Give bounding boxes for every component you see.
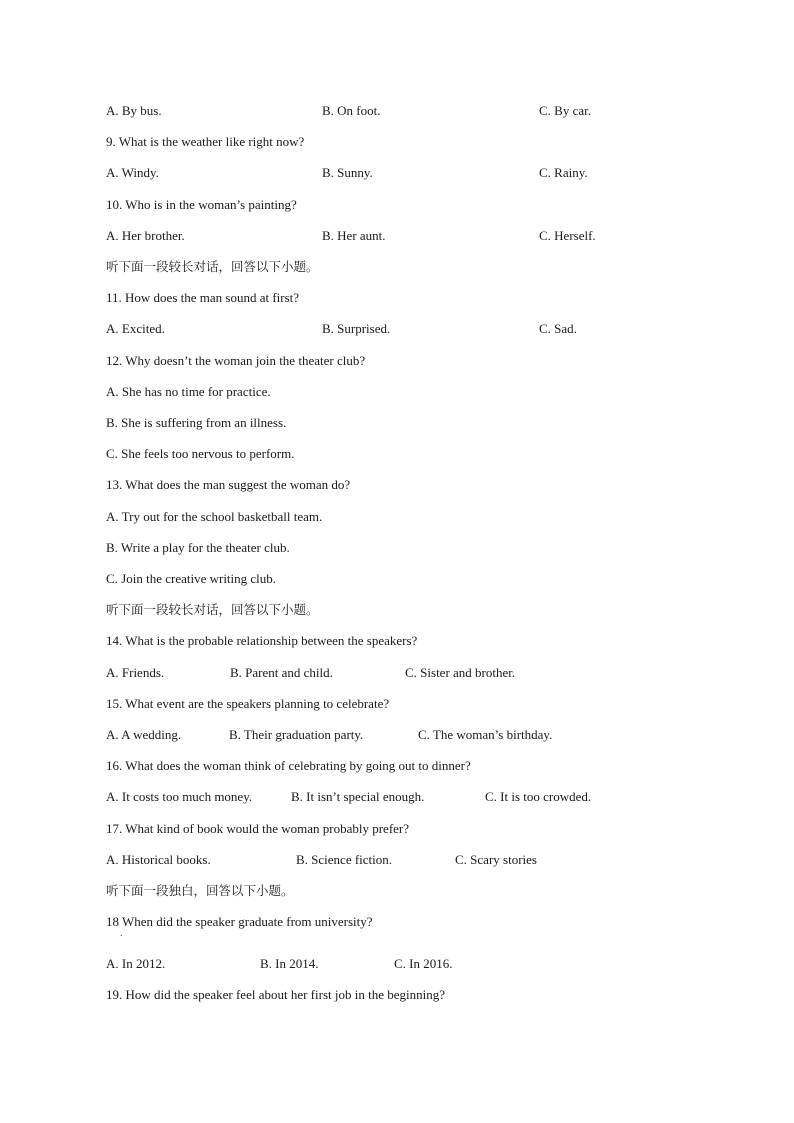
question-18-dot: ． <box>120 929 128 938</box>
q12-option-a: A. She has no time for practice. <box>106 384 271 399</box>
q9-option-a: A. Windy. <box>106 165 159 180</box>
section-instruction-1: 听下面一段较长对话，回答以下小题。 <box>106 259 319 274</box>
q12-option-b: B. She is suffering from an illness. <box>106 415 287 430</box>
q10-option-b: B. Her aunt. <box>322 228 386 243</box>
question-18: 18 When did the speaker graduate from university? <box>106 914 373 929</box>
section-instruction-3: 听下面一段独白，回答以下小题。 <box>106 883 294 898</box>
q8-option-c: C. By car. <box>539 103 591 118</box>
q16-option-b: B. It isn’t special enough. <box>291 789 425 804</box>
question-14: 14. What is the probable relationship between the speakers? <box>106 633 418 648</box>
q8-option-a: A. By bus. <box>106 103 162 118</box>
q11-option-a: A. Excited. <box>106 321 165 336</box>
q14-option-c: C. Sister and brother. <box>405 665 516 680</box>
q14-option-a: A. Friends. <box>106 665 165 680</box>
question-15: 15. What event are the speakers planning to celebrate? <box>106 696 390 711</box>
question-10: 10. Who is in the woman’s painting? <box>106 197 297 212</box>
q10-option-a: A. Her brother. <box>106 228 185 243</box>
q17-option-c: C. Scary stories <box>455 852 537 867</box>
q9-option-b: B. Sunny. <box>322 165 373 180</box>
q18-option-a: A. In 2012. <box>106 956 166 971</box>
question-17: 17. What kind of book would the woman probably prefer? <box>106 821 410 836</box>
q12-option-c: C. She feels too nervous to perform. <box>106 446 295 461</box>
q14-option-b: B. Parent and child. <box>230 665 333 680</box>
q16-option-c: C. It is too crowded. <box>485 789 592 804</box>
q17-option-b: B. Science fiction. <box>296 852 393 867</box>
q8-option-b: B. On foot. <box>322 103 381 118</box>
q15-option-c: C. The woman’s birthday. <box>418 727 553 742</box>
q18-option-c: C. In 2016. <box>394 956 453 971</box>
q17-option-a: A. Historical books. <box>106 852 211 867</box>
q13-option-a: A. Try out for the school basketball team. <box>106 509 323 524</box>
section-instruction-2: 听下面一段较长对话，回答以下小题。 <box>106 602 319 617</box>
question-9: 9. What is the weather like right now? <box>106 134 305 149</box>
question-11: 11. How does the man sound at first? <box>106 290 300 305</box>
q18-option-b: B. In 2014. <box>260 956 319 971</box>
q9-option-c: C. Rainy. <box>539 165 588 180</box>
q11-option-b: B. Surprised. <box>322 321 391 336</box>
q13-option-b: B. Write a play for the theater club. <box>106 540 290 555</box>
question-19: 19. How did the speaker feel about her first job in the beginning? <box>106 987 445 1002</box>
q13-option-c: C. Join the creative writing club. <box>106 571 277 586</box>
q10-option-c: C. Herself. <box>539 228 596 243</box>
q16-option-a: A. It costs too much money. <box>106 789 253 804</box>
q15-option-a: A. A wedding. <box>106 727 182 742</box>
question-13: 13. What does the man suggest the woman do? <box>106 477 351 492</box>
q15-option-b: B. Their graduation party. <box>229 727 364 742</box>
question-12: 12. Why doesn’t the woman join the theater club? <box>106 353 366 368</box>
question-16: 16. What does the woman think of celebrating by going out to dinner? <box>106 758 471 773</box>
q11-option-c: C. Sad. <box>539 321 577 336</box>
